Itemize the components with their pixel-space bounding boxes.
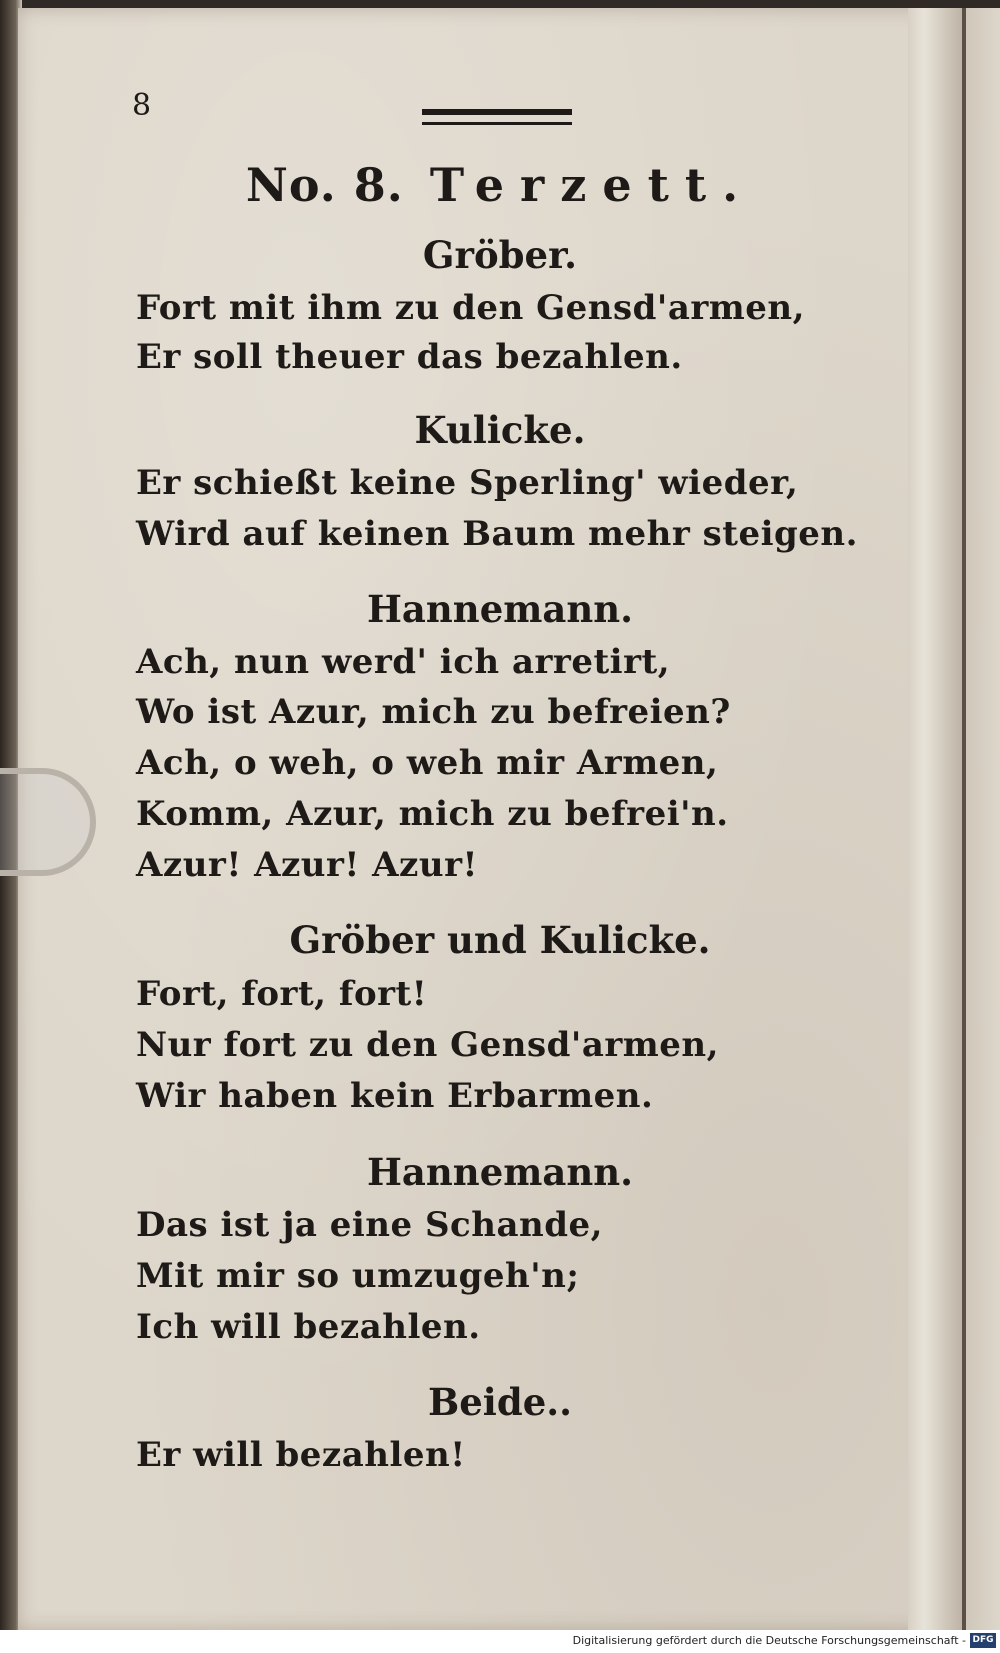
speaker-name: Hannemann. [366,1150,634,1194]
verse-line: Das ist ja eine Schande, [136,1205,603,1245]
speaker-name: Hannemann. [366,587,634,631]
verse-line: Wird auf keinen Baum mehr steigen. [136,514,858,554]
verse-line: Ach, o weh, o weh mir Armen, [136,743,719,783]
ornament-rule-thin [422,122,572,125]
verse-line: Wir haben kein Erbarmen. [136,1076,654,1116]
verse-line: Fort, fort, fort! [136,974,428,1014]
section-heading [140,158,860,212]
next-leaf [966,8,1000,1630]
digitization-credit: Digitalisierung gefördert durch die Deutsche Forschungsgemeinschaft - [572,1634,966,1647]
verse-line: Azur! Azur! Azur! [136,845,478,885]
verse-line: Er soll theuer das bezahlen. [136,337,683,377]
verse-line: Ach, nun werd' ich arretirt, [136,642,671,682]
verse-line: Fort mit ihm zu den Gensd'armen, [136,288,805,328]
speaker-name: Gröber und Kulicke. [289,918,711,962]
verse-line: Nur fort zu den Gensd'armen, [136,1025,719,1065]
dfg-logo: DFG [970,1633,996,1648]
heading-title: Terzett. [429,158,755,212]
page-edge [908,8,962,1630]
verse-line: Ich will bezahlen. [136,1307,481,1347]
heading-number: No. 8. [245,158,404,212]
verse-line: Er schießt keine Sperling' wieder, [136,463,799,503]
speaker-name: Gröber. [422,233,578,277]
verse-line: Er will bezahlen! [136,1435,466,1475]
page-number: 8 [132,88,152,123]
speaker-name: Beide.. [427,1380,573,1424]
speaker-name: Kulicke. [414,408,586,452]
verse-line: Komm, Azur, mich zu befrei'n. [136,794,729,834]
verse-line: Mit mir so umzugeh'n; [136,1256,580,1296]
verse-line: Wo ist Azur, mich zu befreien? [136,692,731,732]
ornament-rule [422,109,572,115]
